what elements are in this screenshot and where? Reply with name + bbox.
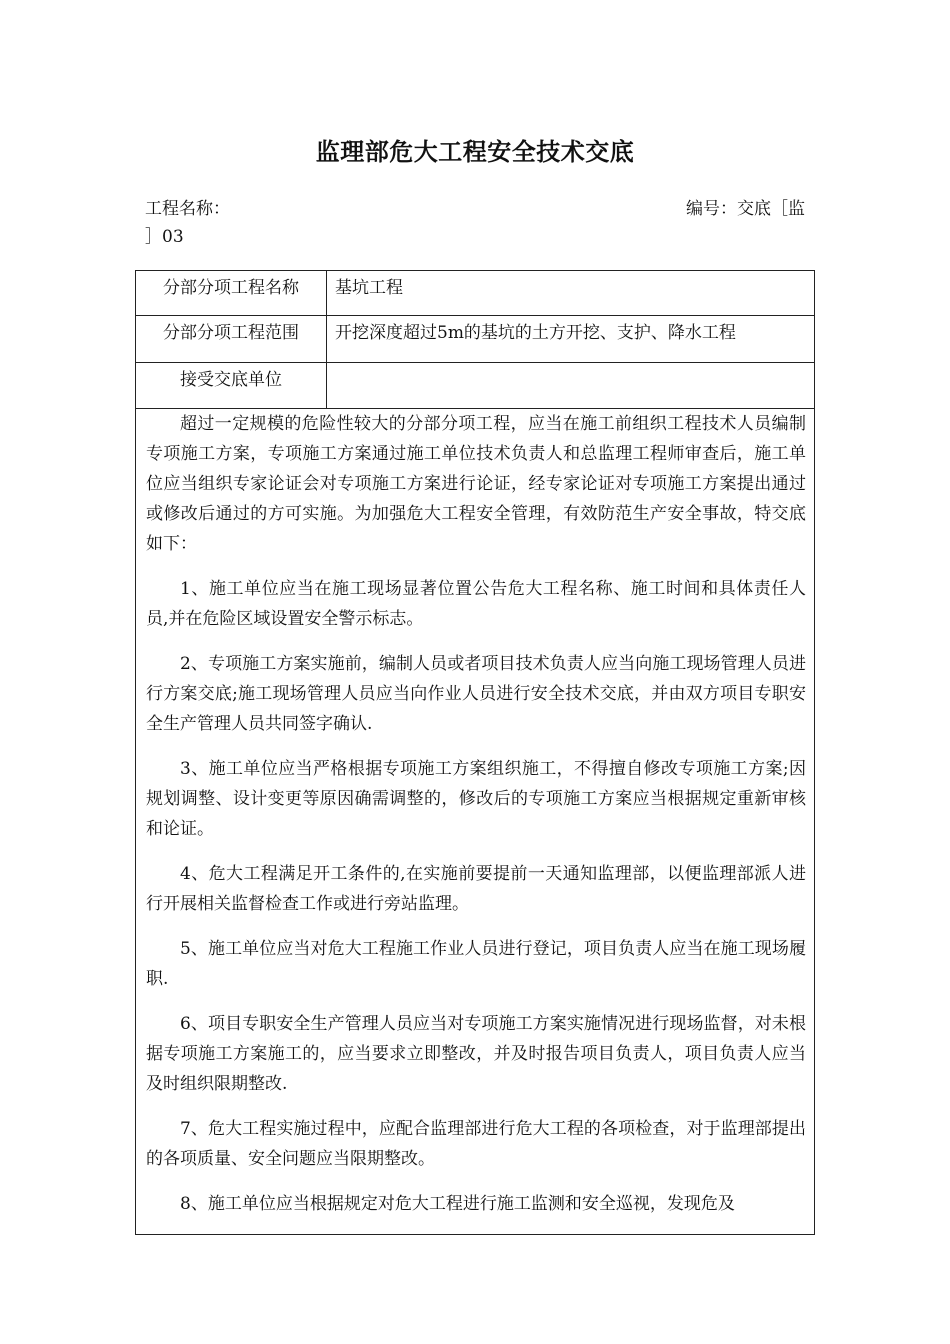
table-row xyxy=(136,363,815,409)
row-value: 基坑工程 xyxy=(327,271,815,316)
list-item: 5、施工单位应当对危大工程施工作业人员进行登记，项目负责人应当在施工现场履职. xyxy=(146,939,806,989)
row-label: 分部分项工程范围 xyxy=(136,316,327,363)
row-label: 接受交底单位 xyxy=(136,363,327,409)
row-label: 分部分项工程名称 xyxy=(136,271,327,316)
intro-paragraph: 超过一定规模的危险性较大的分部分项工程，应当在施工前组织工程技术人员编制专项施工方案，专项施工方案通过施工单位技术负责人和总监理工程师审查后，施工单位应当组织专家论证会对专项施工方案进行论证，经专家论证对专项施工方案提出通过或修改后通过的方可实施。为加强危大工程安全管理，有效防范生产安全事故，特交底如下： xyxy=(146,414,806,554)
table-row xyxy=(136,271,815,316)
list-item: 4、危大工程满足开工条件的,在实施前要提前一天通知监理部，以便监理部派人进行开展相关监督检查工作或进行旁站监理。 xyxy=(146,864,806,914)
list-item: 8、施工单位应当根据规定对危大工程进行施工监测和安全巡视，发现危及 xyxy=(180,1194,735,1214)
table-row xyxy=(136,316,815,363)
row-value: 开挖深度超过5m的基坑的土方开挖、支护、降水工程 xyxy=(327,316,815,363)
document-meta xyxy=(145,195,805,251)
project-name-label: 工程名称： xyxy=(145,199,230,219)
list-item: 6、项目专职安全生产管理人员应当对专项施工方案实施情况进行现场监督，对未根据专项施工方案施工的，应当要求立即整改，并及时报告项目负责人，项目负责人应当及时组织限期整改. xyxy=(146,1014,806,1094)
row-value xyxy=(327,363,815,409)
table-row-content xyxy=(136,409,815,1235)
document-number-continuation: ］03 xyxy=(145,227,184,247)
meta-line xyxy=(145,195,805,223)
list-item: 2、专项施工方案实施前，编制人员或者项目技术负责人应当向施工现场管理人员进行方案交底;施工现场管理人员应当向作业人员进行安全技术交底，并由双方项目专职安全生产管理人员共同签字确认. xyxy=(146,654,806,734)
list-item: 1、施工单位应当在施工现场显著位置公告危大工程名称、施工时间和具体责任人员,并在危险区域设置安全警示标志。 xyxy=(146,579,806,629)
list-item: 7、危大工程实施过程中，应配合监理部进行危大工程的各项检查，对于监理部提出的各项质量、安全问题应当限期整改。 xyxy=(146,1119,806,1169)
briefing-content xyxy=(136,409,815,1235)
list-item: 3、施工单位应当严格根据专项施工方案组织施工，不得擅自修改专项施工方案;因规划调整、设计变更等原因确需调整的，修改后的专项施工方案应当根据规定重新审核和论证。 xyxy=(146,759,806,839)
briefing-table xyxy=(135,270,815,1235)
document-title: 监理部危大工程安全技术交底 xyxy=(315,137,635,166)
document-number-label: 编号：交底［监 xyxy=(686,199,805,219)
